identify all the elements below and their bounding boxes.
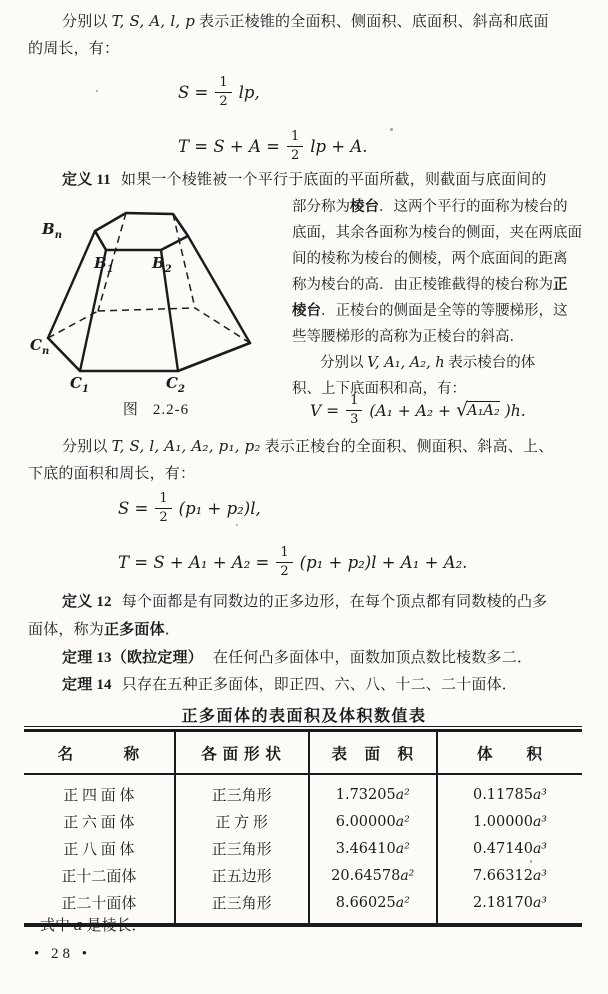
vertex-label-Cn: $C_n$ <box>30 336 50 357</box>
frustum-paragraph-line-2: 下底的面积和周长，有： <box>28 466 196 482</box>
column-line: 底面，其余各面称为棱台的侧面，夹在两底面 <box>292 225 582 241</box>
definition-12-line-1: 定义 12 每个面都是有同数边的正多边形，在每个顶点都有同数棱的凸多 <box>62 594 548 610</box>
theorem-13-label: 定理 13（欧拉定理） <box>62 650 203 666</box>
formula-frustum-volume <box>310 394 526 427</box>
formula-rhs: lp + A. <box>310 137 368 157</box>
formula-rhs: lp, <box>238 83 260 103</box>
page-number: • 28 • <box>34 946 92 962</box>
cell-surface-area: 3.46410a² <box>309 835 437 862</box>
cell-name: 正二十面体 <box>61 896 137 912</box>
frustum-paragraph-line-1: 分别以 T, S, l, A₁, A₂, p₁, p₂ 表示正棱台的全面积、侧面积、斜高、上、 <box>62 437 554 455</box>
fraction: $\frac{1}{2}$ <box>276 546 292 579</box>
header-name: 名 称 <box>24 731 175 775</box>
column-line: 棱台．正棱台的侧面是全等的等腰梯形，这 <box>292 303 568 319</box>
formula-rhs: (A₁ + A₂ + <box>369 401 452 420</box>
scan-speck <box>530 860 532 863</box>
radical-sign: √ <box>456 398 469 421</box>
cell-volume: 2.18170a³ <box>437 889 582 925</box>
cell-face-shape: 正五边形 <box>175 862 309 889</box>
edge-length-variable: a <box>73 916 83 934</box>
scan-speck <box>390 128 393 131</box>
theorem-14-label: 定理 14 <box>62 677 112 693</box>
formula-lhs: T = S + A = <box>178 137 280 157</box>
fraction: $\frac{1}{2}$ <box>155 492 171 525</box>
intro-line-2: 的周长，有： <box>28 41 120 57</box>
cell-name: 正 四 面 体 <box>63 788 135 804</box>
vertex-label-B2: $B_2$ <box>152 254 172 275</box>
formula-lhs: S = <box>118 499 149 519</box>
math-variables: T, S, l, A₁, A₂, p₁, p₂ <box>111 437 261 455</box>
formula-rhs: (p₁ + p₂)l, <box>178 499 261 519</box>
radicand: A₁A₂ <box>467 401 500 420</box>
hidden-edges <box>48 213 250 343</box>
definition-12-label: 定义 12 <box>62 594 112 610</box>
frustum-figure <box>28 196 284 426</box>
cell-face-shape: 正三角形 <box>175 889 309 925</box>
formula-lhs: T = S + A₁ + A₂ = <box>118 553 270 573</box>
cell-surface-area: 8.66025a² <box>309 889 437 925</box>
fraction: $\frac{1}{2}$ <box>215 76 231 109</box>
formula-pyramid-total-area <box>178 130 368 163</box>
cell-surface-area: 20.64578a² <box>309 862 437 889</box>
formula-pyramid-lateral-area <box>178 76 260 109</box>
formula-frustum-lateral-area <box>118 492 261 525</box>
cell-surface-area: 1.73205a² <box>309 774 437 808</box>
table-row <box>24 835 582 862</box>
column-line: 间的棱称为棱台的侧棱，两个底面间的距离 <box>292 251 568 267</box>
cell-name: 正十二面体 <box>61 869 137 885</box>
scan-speck <box>96 90 98 92</box>
intro-text: 分别以 <box>62 14 112 30</box>
cell-volume: 0.47140a³ <box>437 835 582 862</box>
fraction: $\frac{1}{2}$ <box>287 130 303 163</box>
definition-12-line-2: 面体，称为正多面体． <box>28 622 181 638</box>
column-line: 部分称为棱台．这两个平行的面称为棱台的 <box>292 199 568 215</box>
table-title: 正多面体的表面积及体积数值表 <box>181 708 427 725</box>
table-header-row <box>24 731 582 775</box>
formula-lhs: V = <box>310 401 340 420</box>
math-variables: V, A₁, A₂, h <box>367 355 445 371</box>
header-surface-area: 表 面 积 <box>309 731 437 775</box>
cell-name: 正 八 面 体 <box>63 842 135 858</box>
cell-volume: 7.66312a³ <box>437 862 582 889</box>
theorem-14-line: 定理 14 只存在五种正多面体，即正四、六、八、十二、二十面体． <box>62 677 517 693</box>
intro-line-1 <box>62 13 549 31</box>
table-footnote: 式中 a 是棱长． <box>40 916 147 934</box>
header-face-shape: 各 面 形 状 <box>175 731 309 775</box>
cell-face-shape: 正三角形 <box>175 835 309 862</box>
definition-11-line <box>62 172 547 189</box>
polyhedra-table <box>24 726 582 927</box>
vertex-label-Bn: $B_n$ <box>42 220 62 241</box>
cell-face-shape: 正 方 形 <box>175 808 309 835</box>
definition-11-label: 定义 11 <box>62 172 111 188</box>
visible-edges <box>48 213 250 371</box>
vertex-label-C2: $C_2$ <box>166 374 185 395</box>
vertex-label-C1: $C_1$ <box>70 374 89 395</box>
cell-face-shape: 正三角形 <box>175 774 309 808</box>
intro-text: 表示正棱锥的全面积、侧面积、底面积、斜高和底面 <box>195 14 549 30</box>
column-line: 些等腰梯形的高称为正棱台的斜高． <box>292 329 524 345</box>
table-row <box>24 862 582 889</box>
header-volume: 体 积 <box>437 731 582 775</box>
figure-caption: 图 2.2-6 <box>122 402 190 418</box>
column-line: 称为棱台的高．由正棱锥截得的棱台称为正 <box>292 277 568 293</box>
definition-11-column <box>292 194 594 402</box>
cell-name: 正 六 面 体 <box>63 815 135 831</box>
column-line: 分别以 V, A₁, A₂, h 表示棱台的体 <box>320 355 536 371</box>
cell-volume: 0.11785a³ <box>437 774 582 808</box>
table-row <box>24 774 582 808</box>
frustum-drawing-svg <box>28 196 284 392</box>
math-variables: T, S, A, l, p <box>111 12 196 30</box>
formula-lhs: S = <box>178 83 209 103</box>
fraction: $\frac{1}{3}$ <box>346 394 362 427</box>
cell-volume: 1.00000a³ <box>437 808 582 835</box>
definition-11-text: 如果一个棱锥被一个平行于底面的平面所截，则截面与底面间的 <box>120 172 547 188</box>
scan-speck <box>236 524 238 526</box>
formula-rhs: (p₁ + p₂)l + A₁ + A₂. <box>299 553 468 573</box>
cell-surface-area: 6.00000a² <box>309 808 437 835</box>
formula-rhs: )h. <box>504 401 526 420</box>
theorem-13-line: 定理 13（欧拉定理） 在任何凸多面体中，面数加顶点数比棱数多二． <box>62 650 533 666</box>
column-line: 积、上下底面积和高，有： <box>292 381 466 397</box>
table-row <box>24 808 582 835</box>
vertex-label-B1: $B_1$ <box>94 254 114 275</box>
formula-frustum-total-area <box>118 546 467 579</box>
square-root <box>456 398 500 421</box>
